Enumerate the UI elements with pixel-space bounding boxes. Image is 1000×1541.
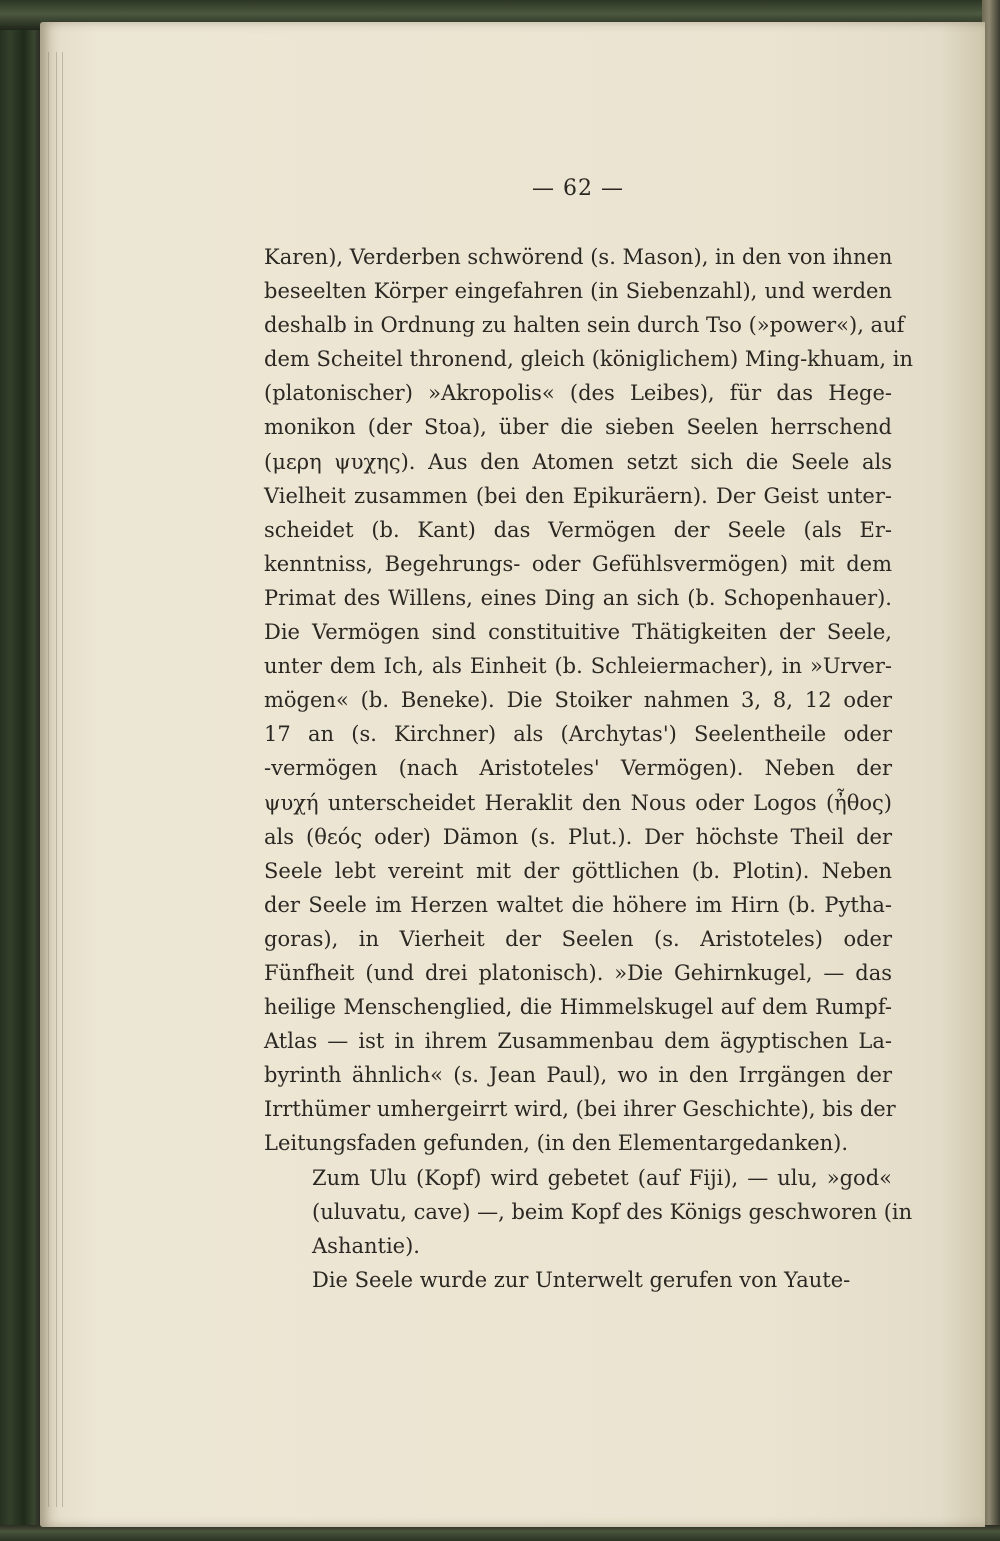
text-line: beseelten Körper eingefahren (in Siebenzahl), und werden: [264, 279, 892, 304]
text-line: byrinth ähnlich« (s. Jean Paul), wo in den Irrgängen der: [264, 1063, 892, 1088]
text-line: Zum Ulu (Kopf) wird gebetet (auf Fiji), — ulu, »god«: [312, 1165, 892, 1190]
paragraph: [264, 1161, 913, 1263]
body-text: [264, 240, 913, 1297]
text-line: goras), in Vierheit der Seelen (s. Aristoteles) oder: [264, 926, 892, 951]
text-line: 17 an (s. Kirchner) als (Archytas') Seelentheile oder: [264, 722, 892, 747]
text-line: scheidet (b. Kant) das Vermögen der Seele (als Er-: [264, 517, 892, 542]
text-line: (platonischer) »Akropolis« (des Leibes), für das Hege-: [264, 381, 892, 406]
text-line: Leitungsfaden gefunden, (in den Elementargedanken).: [264, 1131, 849, 1156]
text-line: Seele lebt vereint mit der göttlichen (b. Plotin). Neben: [264, 858, 892, 883]
gutter-line: [48, 52, 49, 1507]
text-line: Ashantie).: [312, 1233, 420, 1258]
text-line: mögen« (b. Beneke). Die Stoiker nahmen 3, 8, 12 oder: [264, 688, 892, 713]
text-line: monikon (der Stoa), über die sieben Seelen herrschend: [264, 415, 892, 440]
text-line: Fünfheit (und drei platonisch). »Die Gehirnkugel, — das: [264, 960, 892, 985]
text-line: unter dem Ich, als Einheit (b. Schleiermacher), in »Urver-: [264, 654, 892, 679]
text-line: (uluvatu, cave) —, beim Kopf des Königs geschworen (in: [312, 1199, 913, 1224]
text-line: als (θεός oder) Dämon (s. Plut.). Der höchste Theil der: [264, 824, 892, 849]
text-line: Primat des Willens, eines Ding an sich (b. Schopenhauer).: [264, 585, 892, 610]
text-line: dem Scheitel thronend, gleich (königlichem) Ming-khuam, in: [264, 347, 913, 372]
text-line: Die Vermögen sind constituitive Thätigkeiten der Seele,: [264, 620, 892, 645]
text-line: der Seele im Herzen waltet die höhere im Hirn (b. Pytha-: [264, 892, 892, 917]
text-line: -vermögen (nach Aristoteles' Vermögen). Neben der: [264, 756, 892, 781]
text-line: kenntniss, Begehrungs- oder Gefühlsvermögen) mit dem: [264, 551, 892, 576]
paragraph: [264, 240, 913, 1161]
text-line: Irrthümer umhergeirrt wird, (bei ihrer Geschichte), bis der: [264, 1097, 896, 1122]
text-line: Karen), Verderben schwörend (s. Mason), in den von ihnen: [264, 245, 893, 269]
text-line: Die Seele wurde zur Unterwelt gerufen von Yaute-: [312, 1267, 851, 1292]
gutter-line: [62, 52, 63, 1507]
page-number: — 62 —: [532, 176, 624, 201]
paragraph: [264, 1263, 892, 1297]
text-line: ψυχή unterscheidet Heraklit den Nous oder Logos (ἦθος): [264, 790, 892, 815]
text-line: Atlas — ist in ihrem Zusammenbau dem ägyptischen La-: [264, 1029, 892, 1054]
text-line: Vielheit zusammen (bei den Epikuräern). Der Geist unter-: [264, 483, 892, 508]
text-line: heilige Menschenglied, die Himmelskugel auf dem Rumpf-: [264, 995, 892, 1020]
book-cover-bottom-edge: [0, 1525, 1000, 1541]
text-line: (μερη ψυχης). Aus den Atomen setzt sich die Seele als: [264, 449, 892, 474]
text-line: deshalb in Ordnung zu halten sein durch Tso (»power«), auf: [264, 313, 905, 338]
gutter-line: [56, 52, 57, 1507]
